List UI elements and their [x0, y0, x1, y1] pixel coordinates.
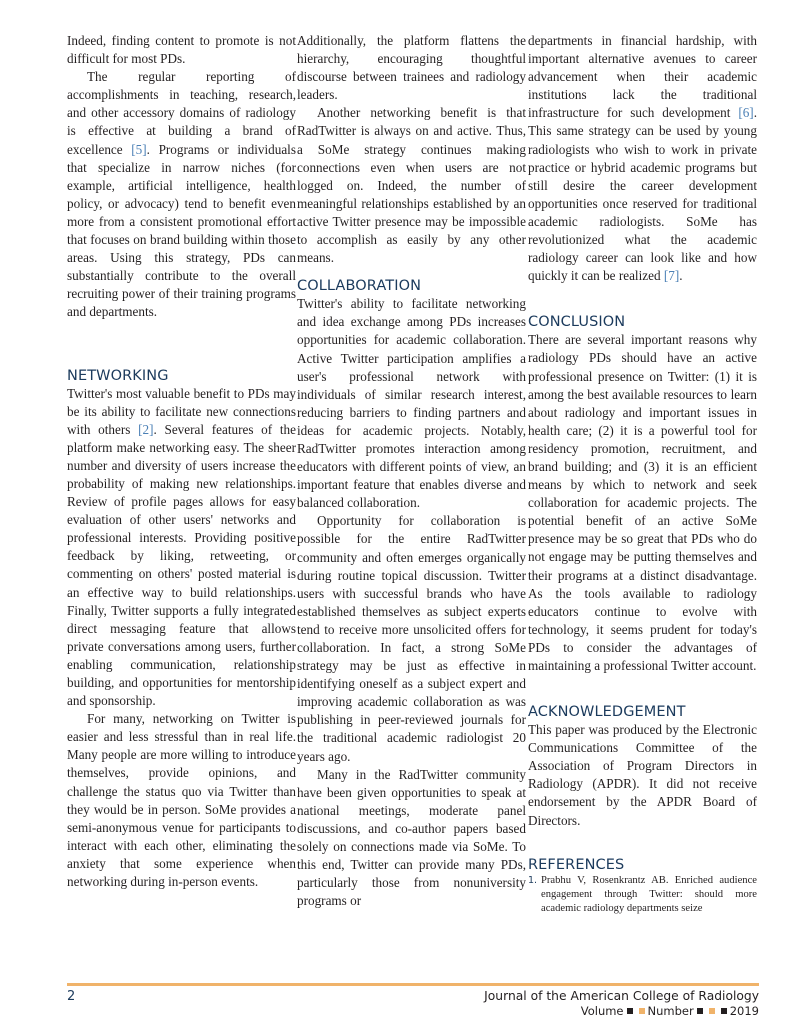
column-2: [297, 32, 526, 910]
reference-item: [528, 874, 757, 917]
square-orange-icon: [639, 1008, 645, 1014]
paragraph: Many in the RadTwitter community have been given opportunities to speak at national meetings, moderate panel discussions, and co-author papers based solely on connections made via SoMe. To this end, Twitter can provide many PDs, particularly those from nonuniversity programs or: [297, 766, 526, 909]
square-dark-icon: [697, 1008, 703, 1014]
citation-link-6[interactable]: [6]: [738, 105, 754, 121]
journal-name: Journal of the American College of Radiology: [484, 989, 759, 1003]
footer-divider: [67, 983, 759, 986]
square-dark-icon: [627, 1008, 633, 1014]
citation-link-2[interactable]: [2]: [138, 421, 154, 437]
paragraph: The regular reporting of accomplishments in teaching, research, and other accessory domains of radiology is effective at building a brand of excellence [5]. Programs or individuals that specialize in narrow niches (for example, artificial intelligence, health policy, or advocacy) tend to benefit even more from a consistent promotional effort that focuses on brand building within those areas. Using this strategy, PDs can substantially contribute to the overall recruiting power of their training programs and departments.: [67, 69, 296, 320]
paragraph: Twitter's most valuable benefit to PDs may be its ability to facilitate new connections with others [2]. Several features of the platform make networking easy. The sheer number and diversity of users increase the probability of making new relationships. Review of profile pages allows for easy evaluation of other users' networks and professional interests. Providing positive feedback by liking, retweeting, or commenting on others' posted material is an effective way to build relationships. Finally, Twitter supports a fully integrated direct messaging feature that allows private conversations among users, further enabling communication, relationship building, and opportunities for mentorship and sponsorship.: [67, 385, 296, 709]
paragraph: For many, networking on Twitter is easier and less stressful than in real life. Many people are more willing to introduce themselves, provide opinions, and challenge the status quo via Twitter than they would be in person. SoMe provides a semi-anonymous venue for participants to interact with each other, eliminating the anxiety that some experience when networking during in-person events.: [67, 711, 296, 890]
paragraph: Opportunity for collaboration is possible for the entire RadTwitter community and often emerges organically during routine topical discussion. Twitter users with successful brands who have established themselves as subject experts tend to receive more unsolicited offers for collaboration. In fact, a strong SoMe strategy may be just as effective in identifying oneself as a subject expert and improving academic collaboration as was publishing in peer-reviewed journals for the traditional academic radiologist 20 years ago.: [297, 513, 526, 764]
volume-info: Volume Number 2019: [580, 1004, 759, 1018]
paragraph: There are several important reasons why radiology PDs should have an active professional presence on Twitter: (1) it is among the best available resources to learn about radiology and important issues in health care; (2) it is a powerful tool for residency promotion, recruitment, and brand building; and (3) it is an efficient means by which to network and seek collaboration for academic projects. The potential benefit of an active SoMe presence may be so great that PDs who do not engage may be putting themselves and their programs at a distinct disadvantage. As the tools available to radiology educators continue to evolve with technology, it seems prudent for today's PDs to consider the advantages of maintaining a professional Twitter account.: [528, 332, 757, 673]
page-number: 2: [67, 989, 76, 1004]
paragraph: Another networking benefit is that RadTwitter is always on and active. Thus, a SoMe strategy continues making connections even when users are not logged on. Indeed, the number of meaningful relationships established by an active Twitter presence may be impossible to accomplish as easily by any other means.: [297, 105, 526, 266]
paragraph: This paper was produced by the Electronic Communications Committee of the Association of Program Directors in Radiology (APDR). It did not receive endorsement by the APDR Board of Directors.: [528, 722, 757, 828]
section-heading-acknowledgement: ACKNOWLEDGEMENT: [528, 704, 686, 721]
column-1: [67, 32, 296, 891]
section-heading-references: REFERENCES: [528, 856, 625, 873]
paragraph: Indeed, finding content to promote is not difficult for most PDs.: [67, 33, 296, 67]
paragraph: Twitter's ability to facilitate networking and idea exchange among PDs increases opportunities for academic collaboration. Active Twitter participation amplifies a user's professional network with individuals of similar research interest, reducing barriers to finding partners and ideas for academic projects. Notably, RadTwitter promotes interaction among educators with different points of view, an important feature that enables diverse and balanced collaboration.: [297, 296, 526, 511]
citation-link-7[interactable]: [7]: [663, 268, 680, 284]
reference-text: Prabhu V, Rosenkrantz AB. Enriched audience engagement through Twitter: should more academic radiology departments seize: [541, 874, 757, 915]
paragraph: departments in financial hardship, with important alternative avenues to career advancement when their academic institutions lack the traditional infrastructure for such development [6]. This same strategy can be used by young radiologists who wish to work in private practice or hybrid academic programs but still desire the career development opportunities once reserved for traditional academic radiologists. SoMe has revolutionized what the academic radiology career can look like and how quickly it can be realized [7].: [528, 33, 757, 284]
paragraph: Additionally, the platform flattens the hierarchy, encouraging thoughtful discourse between trainees and radiology leaders.: [297, 33, 526, 103]
square-orange-icon: [709, 1008, 715, 1014]
column-3: [528, 32, 757, 917]
section-heading-collaboration: COLLABORATION: [297, 278, 422, 295]
citation-link-5[interactable]: [5]: [131, 141, 147, 157]
journal-footer: [484, 989, 759, 1019]
section-heading-conclusion: CONCLUSION: [528, 314, 626, 331]
reference-number: 1.: [528, 874, 538, 886]
square-dark-icon: [721, 1008, 727, 1014]
section-heading-networking: NETWORKING: [67, 367, 169, 384]
reference-list: [528, 874, 757, 917]
